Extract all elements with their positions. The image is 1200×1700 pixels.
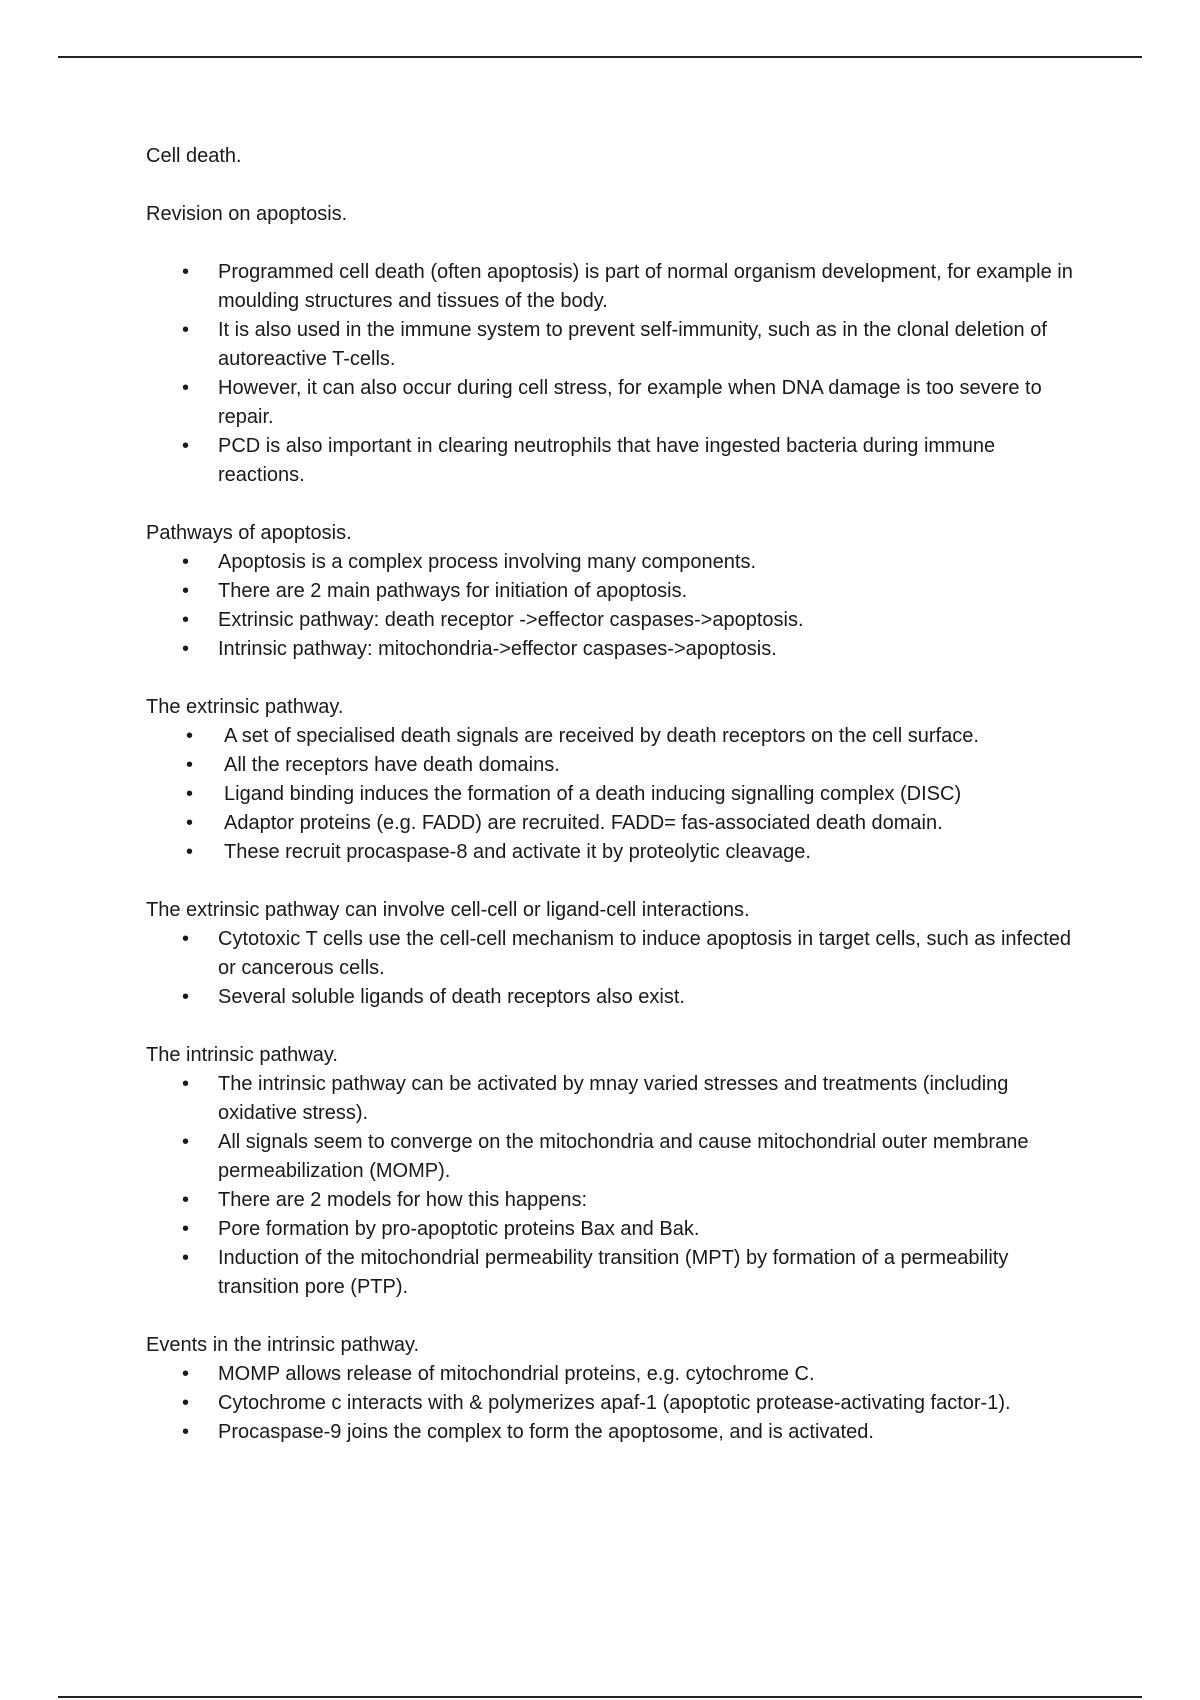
list-item-text: Intrinsic pathway: mitochondria->effector caspases->apoptosis. <box>218 638 777 660</box>
list-item <box>146 1128 1076 1186</box>
bullet-icon: • <box>186 725 194 747</box>
list-item-text: The intrinsic pathway can be activated by mnay varied stresses and treatments (including oxidative stress). <box>218 1073 1009 1124</box>
list-item <box>146 432 1076 490</box>
footer-rule <box>58 1696 1142 1698</box>
section-heading-extrinsic: The extrinsic pathway. <box>146 696 344 718</box>
header-rule <box>58 56 1142 58</box>
bullet-icon: • <box>182 1073 190 1095</box>
list-item-text: These recruit procaspase-8 and activate it by proteolytic cleavage. <box>224 841 811 863</box>
list-item-text: MOMP allows release of mitochondrial proteins, e.g. cytochrome C. <box>218 1363 815 1385</box>
bullet-icon: • <box>182 1131 190 1153</box>
bullet-icon: • <box>182 1189 190 1211</box>
document-title: Cell death. <box>146 145 242 167</box>
bullet-icon: • <box>182 609 190 631</box>
bullet-icon: • <box>182 377 190 399</box>
bullet-icon: • <box>182 1247 190 1269</box>
bullet-list-revision <box>146 258 1076 490</box>
bullet-icon: • <box>182 1392 190 1414</box>
section-heading-revision: Revision on apoptosis. <box>146 203 348 225</box>
bullet-icon: • <box>186 841 194 863</box>
list-item-text: Several soluble ligands of death receptors also exist. <box>218 986 685 1008</box>
list-item <box>146 1418 1076 1447</box>
list-item <box>146 925 1076 983</box>
list-item-text: Cytochrome c interacts with & polymerizes apaf-1 (apoptotic protease-activating factor-1). <box>218 1392 1011 1414</box>
list-item <box>146 316 1076 374</box>
bullet-list-intrinsic-events <box>146 1360 1076 1447</box>
list-item-text: A set of specialised death signals are received by death receptors on the cell surface. <box>224 725 979 747</box>
bullet-icon: • <box>182 580 190 602</box>
list-item-text: Apoptosis is a complex process involving many components. <box>218 551 757 573</box>
list-item-text: Induction of the mitochondrial permeability transition (MPT) by formation of a permeability transition pore (PTP). <box>218 1247 1009 1298</box>
list-item-text: All signals seem to converge on the mitochondria and cause mitochondrial outer membrane permeabilization (MOMP). <box>218 1131 1029 1182</box>
section-heading-pathways: Pathways of apoptosis. <box>146 522 352 544</box>
list-item-text: PCD is also important in clearing neutrophils that have ingested bacteria during immune reactions. <box>218 435 996 486</box>
list-item <box>146 1070 1076 1128</box>
list-item <box>146 606 1076 635</box>
bullet-icon: • <box>186 754 194 776</box>
bullet-list-intrinsic <box>146 1070 1076 1302</box>
list-item <box>146 780 1076 809</box>
bullet-icon: • <box>186 783 194 805</box>
bullet-icon: • <box>182 319 190 341</box>
list-item <box>146 1186 1076 1215</box>
list-item-text: Pore formation by pro-apoptotic proteins Bax and Bak. <box>218 1218 700 1240</box>
section-heading-extrinsic-interactions: The extrinsic pathway can involve cell-cell or ligand-cell interactions. <box>146 899 750 921</box>
list-item-text: Cytotoxic T cells use the cell-cell mechanism to induce apoptosis in target cells, such as infected or cancerous cells. <box>218 928 1072 979</box>
list-item <box>146 1389 1076 1418</box>
list-item <box>146 258 1076 316</box>
list-item <box>146 1360 1076 1389</box>
list-item <box>146 809 1076 838</box>
bullet-icon: • <box>182 551 190 573</box>
bullet-list-extrinsic <box>146 722 1076 867</box>
list-item <box>146 1215 1076 1244</box>
list-item-text: Extrinsic pathway: death receptor ->effector caspases->apoptosis. <box>218 609 804 631</box>
list-item-text: It is also used in the immune system to prevent self-immunity, such as in the clonal deletion of autoreactive T-cells. <box>218 319 1047 370</box>
list-item <box>146 374 1076 432</box>
bullet-icon: • <box>182 638 190 660</box>
list-item-text: Programmed cell death (often apoptosis) is part of normal organism development, for example in moulding structures and tissues of the body. <box>218 261 1073 312</box>
bullet-list-pathways <box>146 548 1076 664</box>
section-heading-intrinsic: The intrinsic pathway. <box>146 1044 338 1066</box>
bullet-icon: • <box>182 1218 190 1240</box>
list-item <box>146 838 1076 867</box>
list-item <box>146 751 1076 780</box>
bullet-icon: • <box>182 1421 190 1443</box>
list-item-text: All the receptors have death domains. <box>224 754 560 776</box>
list-item-text: However, it can also occur during cell stress, for example when DNA damage is too severe to repair. <box>218 377 1042 428</box>
list-item-text: Adaptor proteins (e.g. FADD) are recruited. FADD= fas-associated death domain. <box>224 812 943 834</box>
list-item <box>146 1244 1076 1302</box>
list-item-text: Ligand binding induces the formation of a death inducing signalling complex (DISC) <box>224 783 962 805</box>
bullet-icon: • <box>182 986 190 1008</box>
bullet-list-extrinsic-interactions <box>146 925 1076 1012</box>
list-item <box>146 548 1076 577</box>
list-item-text: There are 2 main pathways for initiation of apoptosis. <box>218 580 688 602</box>
list-item-text: Procaspase-9 joins the complex to form the apoptosome, and is activated. <box>218 1421 874 1443</box>
bullet-icon: • <box>182 261 190 283</box>
list-item <box>146 577 1076 606</box>
list-item <box>146 722 1076 751</box>
list-item <box>146 983 1076 1012</box>
document-body <box>146 142 1076 1447</box>
bullet-icon: • <box>182 435 190 457</box>
list-item <box>146 635 1076 664</box>
list-item-text: There are 2 models for how this happens: <box>218 1189 588 1211</box>
bullet-icon: • <box>186 812 194 834</box>
bullet-icon: • <box>182 928 190 950</box>
section-heading-intrinsic-events: Events in the intrinsic pathway. <box>146 1334 420 1356</box>
bullet-icon: • <box>182 1363 190 1385</box>
